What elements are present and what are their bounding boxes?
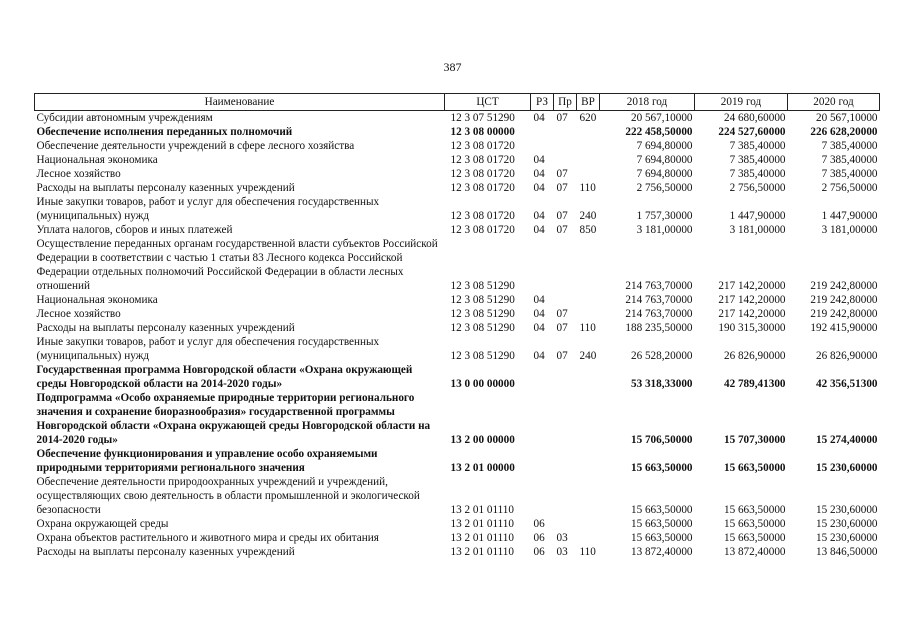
row-name: Уплата налогов, сборов и иных платежей [36,224,233,236]
row-pr-code: 07 [556,308,568,320]
row-vr-code [577,293,600,307]
row-cst-code: 12 3 08 01720 [450,168,515,180]
row-name: Расходы на выплаты персоналу казенных учреждений [36,182,295,194]
row-rz-code [531,363,554,391]
row-cst-code: 12 3 08 01720 [450,224,515,236]
table-row [35,447,880,475]
row-amount-2019: 26 826,90000 [723,350,786,362]
row-amount-2020: 219 242,80000 [810,308,878,320]
row-amount-2020: 3 181,00000 [821,224,878,236]
row-amount-2019: 7 385,40000 [729,168,786,180]
row-pr-code: 07 [556,224,568,236]
row-name: Субсидии автономным учреждениям [36,112,213,124]
row-cst-code: 12 3 08 51290 [450,322,515,334]
row-name: Обеспечение деятельности природоохранных учреждений и учреждений, осуществляющих свою деятельность в области промышленной и экологической безопасности [36,476,420,516]
row-amount-2020: 13 846,50000 [815,546,878,558]
row-amount-2019: 15 663,50000 [723,504,786,516]
row-cst-code: 12 3 08 51290 [450,280,515,292]
row-cst-code: 13 2 01 01110 [450,546,514,558]
row-amount-2018: 15 663,50000 [630,504,693,516]
header-vr: ВР [577,94,600,111]
row-vr-code [577,139,600,153]
row-rz-code: 04 [533,294,545,306]
row-amount-2019: 217 142,20000 [718,280,786,292]
row-vr-code: 240 [579,350,597,362]
row-pr-code [554,391,577,447]
row-rz-code [531,447,554,475]
row-vr-code: 240 [579,210,597,222]
row-cst-code: 13 2 01 01110 [450,504,514,516]
row-name: Национальная экономика [36,294,158,306]
row-rz-code: 04 [533,350,545,362]
header-cst: ЦСТ [445,94,531,111]
row-amount-2020: 7 385,40000 [821,140,878,152]
row-name: Расходы на выплаты персоналу казенных учреждений [36,322,295,334]
row-pr-code [554,475,577,517]
row-vr-code [577,125,600,139]
row-amount-2018: 3 181,00000 [636,224,693,236]
header-2020: 2020 год [788,94,880,111]
row-vr-code [577,153,600,167]
row-amount-2020: 7 385,40000 [821,168,878,180]
row-amount-2019: 7 385,40000 [729,154,786,166]
table-row [35,335,880,363]
row-amount-2019: 217 142,20000 [718,308,786,320]
row-pr-code [554,237,577,293]
row-amount-2020: 1 447,90000 [821,210,878,222]
row-amount-2020: 15 230,60000 [815,518,878,530]
row-amount-2020: 219 242,80000 [810,294,878,306]
row-rz-code: 04 [533,224,545,236]
row-amount-2019: 13 872,40000 [723,546,786,558]
row-pr-code [554,125,577,139]
row-amount-2018: 188 235,50000 [625,322,693,334]
row-amount-2019: 42 789,41300 [723,378,786,390]
row-rz-code: 04 [533,182,545,194]
row-vr-code [577,475,600,517]
table-row [35,139,880,153]
row-amount-2019: 24 680,60000 [723,112,786,124]
row-pr-code [554,153,577,167]
table-row [35,195,880,223]
row-rz-code: 04 [533,168,545,180]
row-vr-code: 110 [579,546,596,558]
row-cst-code: 13 2 01 01110 [450,532,514,544]
row-vr-code [577,391,600,447]
row-name: Подпрограмма «Особо охраняемые природные территории регионального значения и сохранение биоразнообразия» государственной программы Новгородской области «Охрана окружающей среды Новгородской области на 2014-2020 годы» [36,392,431,446]
row-amount-2020: 42 356,51300 [815,378,878,390]
row-amount-2020: 2 756,50000 [821,182,878,194]
row-amount-2018: 13 872,40000 [630,546,693,558]
row-amount-2019: 15 663,50000 [723,518,786,530]
row-pr-code [554,139,577,153]
table-row [35,125,880,139]
row-rz-code: 04 [533,210,545,222]
row-amount-2020: 192 415,90000 [810,322,878,334]
row-vr-code [577,363,600,391]
row-vr-code [577,167,600,181]
row-vr-code: 620 [579,112,597,124]
row-rz-code [531,237,554,293]
row-rz-code: 04 [533,112,545,124]
row-cst-code: 13 2 00 00000 [450,434,515,446]
row-pr-code: 07 [556,168,568,180]
table-row [35,307,880,321]
header-rz: РЗ [531,94,554,111]
row-rz-code [531,475,554,517]
table-body [35,111,880,560]
table-row [35,237,880,293]
row-name: Иные закупки товаров, работ и услуг для обеспечения государственных (муниципальных) нужд [36,196,380,222]
row-vr-code [577,447,600,475]
row-pr-code: 07 [556,112,568,124]
row-pr-code: 07 [556,182,568,194]
row-amount-2018: 7 694,80000 [636,154,693,166]
row-amount-2020: 26 826,90000 [815,350,878,362]
table-row [35,153,880,167]
row-cst-code: 12 3 08 51290 [450,308,515,320]
row-name: Государственная программа Новгородской области «Охрана окружающей среды Новгородской области на 2014-2020 годы» [36,364,413,390]
table-row [35,531,880,545]
row-cst-code: 12 3 08 51290 [450,350,515,362]
row-amount-2019: 3 181,00000 [729,224,786,236]
budget-table [34,93,880,559]
header-pr: Пр [554,94,577,111]
row-vr-code [577,531,600,545]
row-amount-2018: 15 663,50000 [630,532,693,544]
table-row [35,223,880,237]
table-row [35,517,880,531]
row-cst-code: 12 3 08 01720 [450,210,515,222]
row-amount-2018: 7 694,80000 [636,168,693,180]
row-amount-2019: 15 707,30000 [723,434,786,446]
row-cst-code: 13 2 01 01110 [450,518,514,530]
row-name: Обеспечение функционирования и управление особо охраняемыми природными территориями регионального значения [36,448,378,474]
row-rz-code: 04 [533,322,545,334]
row-amount-2020: 15 230,60000 [815,504,878,516]
row-cst-code: 12 3 08 01720 [450,154,515,166]
row-amount-2019: 1 447,90000 [729,210,786,222]
row-amount-2020: 20 567,10000 [815,112,878,124]
table-header-row [35,94,880,111]
row-rz-code: 06 [533,532,545,544]
table-row [35,181,880,195]
row-amount-2020: 15 274,40000 [815,434,878,446]
table-row [35,111,880,126]
header-2018: 2018 год [600,94,695,111]
row-amount-2018: 214 763,70000 [625,294,693,306]
row-name: Национальная экономика [36,154,158,166]
row-rz-code: 06 [533,546,545,558]
row-vr-code [577,517,600,531]
row-name: Расходы на выплаты персоналу казенных учреждений [36,546,295,558]
row-pr-code: 03 [556,546,568,558]
row-amount-2018: 214 763,70000 [625,308,693,320]
row-amount-2019: 224 527,60000 [718,126,786,138]
row-rz-code: 04 [533,308,545,320]
header-name: Наименование [35,94,445,111]
row-pr-code [554,293,577,307]
row-pr-code [554,517,577,531]
row-amount-2020: 15 230,60000 [815,462,878,474]
row-amount-2018: 26 528,20000 [630,350,693,362]
table-row [35,475,880,517]
row-amount-2018: 15 663,50000 [630,462,693,474]
row-amount-2018: 222 458,50000 [625,126,693,138]
row-amount-2018: 20 567,10000 [630,112,693,124]
table-row [35,545,880,559]
row-amount-2020: 219 242,80000 [810,280,878,292]
row-rz-code: 04 [533,154,545,166]
row-name: Лесное хозяйство [36,168,121,180]
row-cst-code: 12 3 08 01720 [450,182,515,194]
row-vr-code [577,307,600,321]
header-2019: 2019 год [695,94,788,111]
row-pr-code [554,447,577,475]
row-cst-code: 12 3 07 51290 [450,112,515,124]
row-cst-code: 12 3 08 51290 [450,294,515,306]
row-amount-2019: 217 142,20000 [718,294,786,306]
row-amount-2019: 15 663,50000 [723,532,786,544]
row-amount-2018: 214 763,70000 [625,280,693,292]
row-amount-2020: 226 628,20000 [810,126,878,138]
row-name: Обеспечение деятельности учреждений в сфере лесного хозяйства [36,140,355,152]
row-name: Охрана объектов растительного и животного мира и среды их обитания [36,532,379,544]
row-rz-code: 06 [533,518,545,530]
table-row [35,363,880,391]
row-amount-2019: 2 756,50000 [729,182,786,194]
row-pr-code [554,363,577,391]
row-vr-code [577,237,600,293]
row-vr-code: 110 [579,182,596,194]
row-amount-2019: 7 385,40000 [729,140,786,152]
row-rz-code [531,139,554,153]
row-pr-code: 07 [556,210,568,222]
row-amount-2018: 1 757,30000 [636,210,693,222]
row-pr-code: 03 [556,532,568,544]
row-amount-2020: 15 230,60000 [815,532,878,544]
row-cst-code: 12 3 08 01720 [450,140,515,152]
table-row [35,321,880,335]
row-cst-code: 13 2 01 00000 [450,462,515,474]
row-rz-code [531,125,554,139]
table-row [35,391,880,447]
row-amount-2018: 53 318,33000 [630,378,693,390]
table-row [35,167,880,181]
row-amount-2018: 15 663,50000 [630,518,693,530]
row-pr-code: 07 [556,322,568,334]
row-amount-2019: 190 315,30000 [718,322,786,334]
row-vr-code: 850 [579,224,597,236]
row-name: Охрана окружающей среды [36,518,169,530]
page-number: 387 [443,60,462,74]
row-vr-code: 110 [579,322,596,334]
row-amount-2020: 7 385,40000 [821,154,878,166]
row-cst-code: 13 0 00 00000 [450,378,515,390]
row-name: Иные закупки товаров, работ и услуг для обеспечения государственных (муниципальных) нужд [36,336,380,362]
row-name: Осуществление переданных органам государственной власти субъектов Российской Федерации в соответствии с частью 1 статьи 83 Лесного кодекса Российской Федерации отдельных полномочий Российской Федерации в области лесных отношений [36,238,438,292]
row-rz-code [531,391,554,447]
row-amount-2018: 2 756,50000 [636,182,693,194]
table-row [35,293,880,307]
row-amount-2019: 15 663,50000 [723,462,786,474]
row-amount-2018: 15 706,50000 [630,434,693,446]
row-amount-2018: 7 694,80000 [636,140,693,152]
row-name: Лесное хозяйство [36,308,121,320]
row-cst-code: 12 3 08 00000 [450,126,515,138]
row-pr-code: 07 [556,350,568,362]
row-name: Обеспечение исполнения переданных полномочий [36,126,293,138]
